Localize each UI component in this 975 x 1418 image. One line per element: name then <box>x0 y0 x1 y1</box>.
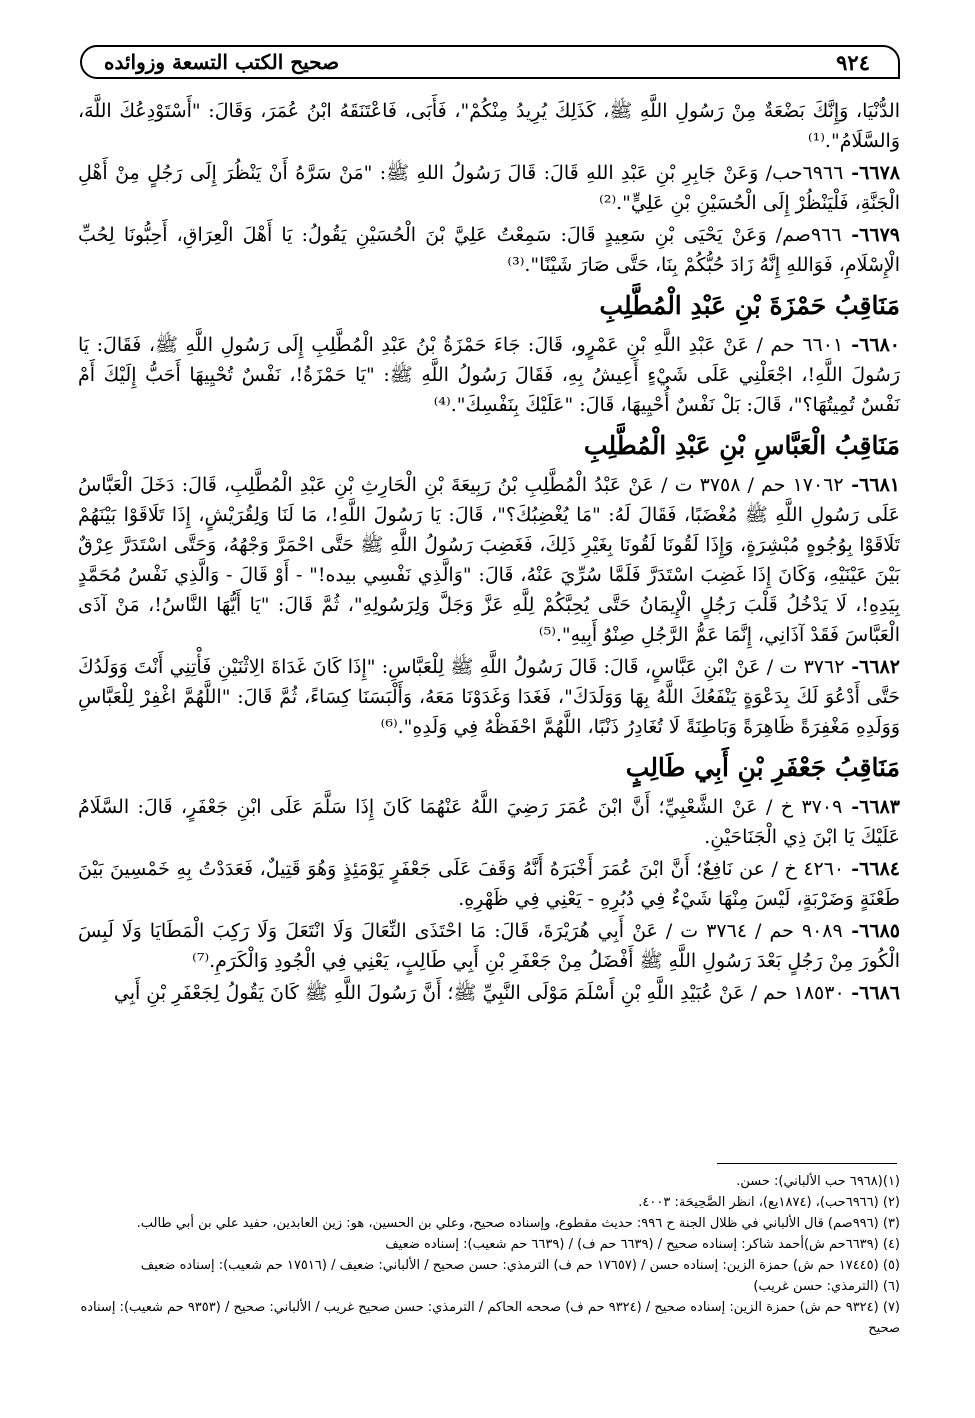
entry-number: ٦٦٨٠- <box>843 334 900 356</box>
entry-text: ٩٠٨٩ حم / ٣٧٦٤ ت / عَنْ أَبِي هُرَيْرَةَ، قَالَ: مَا احْتَذَى النِّعَالَ وَلَا انْتَعَلَ وَلَا رَكِبَ الْمَطَايَا وَلَا لَبِسَ الْكُورَ مِنْ رَجُلٍ بَعْدَ رَسُولِ اللَّهِ ﷺ أَفْضَلُ مِنْ جَعْفَرِ بْنِ أَبِي طَالِبٍ، يَعْنِي فِي الْجُودِ وَالْكَرَمِ.⁽⁷⁾ <box>78 920 900 972</box>
document-body <box>78 96 900 1010</box>
page-number: ٩٢٤ <box>836 50 870 75</box>
hadith-entry <box>78 792 900 852</box>
footnote: (٥) (١٧٤٤٥ حم ش) حمزة الزين: إسناده حسن / (١٧٦٥٧ حم ف) الترمذي: حسن صحيح / الألباني: ضعيف / (١٧٥١٦ حم شعيب): إسناده ضعيف <box>140 1258 900 1273</box>
hadith-entry <box>78 916 900 976</box>
entry-text: ١٨٥٣٠ حم / عَنْ عُبَيْدِ اللَّهِ بْنِ أَسْلَمَ مَوْلَى النَّبِيِّ ﷺ؛ أَنَّ رَسُولَ اللَّهِ ﷺ كَانَ يَقُولُ لِجَعْفَرِ بْنِ أَبِي <box>113 982 845 1004</box>
footnote: (٦) (الترمذي: حسن غريب) <box>753 1279 900 1294</box>
footnotes <box>78 1171 900 1339</box>
entry-text: ٣٧٠٩ خ / عَنْ الشَّعْبِيِّ؛ أَنَّ ابْنَ عُمَرَ رَضِيَ اللَّهُ عَنْهُمَا كَانَ إِذَا سَلَّمَ عَلَى ابْنِ جَعْفَرٍ، قَالَ: السَّلَامُ عَلَيْكَ يَا ابْنَ ذِي الْجَنَاحَيْنِ. <box>78 796 900 848</box>
section-heading: مَنَاقِبُ الْعَبَّاسِ بْنِ عَبْدِ الْمُطَّلِبِ <box>583 431 900 460</box>
hadith-entry <box>78 220 900 280</box>
hadith-entry <box>78 330 900 420</box>
entry-number: ٦٦٧٨- <box>843 162 900 184</box>
section-heading: مَنَاقِبُ حَمْزَةَ بْنِ عَبْدِ الْمُطَّلِبِ <box>599 291 900 320</box>
entry-text: ٤٢٦٠ خ / عن نَافِعٌ؛ أَنَّ ابْنَ عُمَرَ أَخْبَرَهُ أَنَّهُ وَقَفَ عَلَى جَعْفَرٍ يَوْمَئِذٍ وَهُوَ قَتِيلٌ، فَعَدَدْتُ بِهِ خَمْسِينَ بَيْنَ طَعْنَةٍ وَضَرْبَةٍ، لَيْسَ مِنْهَا شَيْءٌ فِي دُبُرِهِ - يَعْنِي فِي ظَهْرِهِ. <box>78 858 900 910</box>
footnote: (٢) (٦٩٦٦حب)، (١٨٧٤يع)، انظر الصَّحِيحَة: ٤٠٠٣. <box>638 1195 900 1210</box>
hadith-entry <box>78 470 900 650</box>
footnote-separator <box>717 1163 897 1164</box>
entry-number: ٦٦٨٣- <box>842 796 900 818</box>
footnote: (٤) (٦٦٣٩حم ش)أحمد شاكر: إسناده صحيح / (٦٦٣٩ حم ف) / (٦٦٣٩ حم شعيب): إسناده ضعيف <box>385 1237 900 1252</box>
text-paragraph <box>78 96 900 156</box>
entry-number: ٦٦٨١- <box>843 474 900 496</box>
page-header <box>80 45 900 79</box>
entry-text: ٦٦٠١ حم / عَنْ عَبْدِ اللَّهِ بْنِ عَمْرٍو، قَالَ: جَاءَ حَمْزَةُ بْنُ عَبْدِ الْمُطَّلِبِ إِلَى رَسُولِ اللَّهِ ﷺ، فَقَالَ: يَا رَسُولَ اللَّهِ!، اجْعَلْنِي عَلَى شَيْءٍ أَعِيشُ بِهِ، فَقَالَ رَسُولُ اللَّهِ ﷺ: "يَا حَمْزَةُ!، نَفْسٌ تُحْيِيهَا أَحَبُّ إِلَيْكَ أَمْ نَفْسٌ تُمِيتُهَا؟"، قَالَ: بَلْ نَفْسٌ أُحْيِيهَا، قَالَ: "عَلَيْكَ بِنَفْسِكَ".⁽⁴⁾ <box>78 334 900 416</box>
footnote: (٣) (٩٩٦صم) قال الألباني في ظلال الجنة ح ٩٩٦: حديث مقطوع، وإسناده صحيح، وعلي بن الحسين، هو: زين العابدين، حفيد علي بن أبي طالب. <box>136 1216 900 1231</box>
section-heading: مَنَاقِبُ جَعْفَرِ بْنِ أَبِي طَالِبٍ <box>625 753 900 782</box>
hadith-entry <box>78 978 900 1008</box>
footnote: (٧) (٩٣٢٤ حم ش) حمزة الزين: إسناده صحيح / (٩٣٢٤ حم ف) صححه الحاكم / الترمذي: حسن صحيح غريب / الألباني: صحيح / (٩٣٥٣ حم شعيب): إسناده صحيح <box>80 1300 900 1336</box>
entry-number: ٦٦٧٩- <box>841 224 900 246</box>
entry-number: ٦٦٨٤- <box>844 858 900 880</box>
entry-text: ٩٦٦صم/ وَعَنْ يَحْيَى بْنِ سَعِيدٍ قَالَ: سَمِعْتُ عَلِيَّ بْنَ الْحُسَيْنِ يَقُولُ: يَا أَهْلَ الْعِرَاقِ، أَحِبُّونَا لِحُبِّ الْإِسْلَامِ، فَوَاللهِ إِنَّهُ زَادَ حُبُّكُمْ بِنَا، حَتَّى صَارَ شَيْنًا".⁽³⁾ <box>78 224 900 276</box>
hadith-entry <box>78 158 900 218</box>
hadith-entry <box>78 652 900 742</box>
entry-number: ٦٦٨٢- <box>844 656 900 678</box>
entry-number: ٦٦٨٥- <box>842 920 900 942</box>
entry-text: الدُّنْيَا، وَإِنَّكَ بَضْعَةٌ مِنْ رَسُولِ اللَّهِ ﷺ، كَذَلِكَ يُرِيدُ مِنْكُمْ"، فَأَبَى، فَاعْتَنَقَهُ ابْنُ عُمَرَ، وَقَالَ: "أَسْتَوْدِعُكَ اللَّهَ، وَالسَّلَامُ".⁽¹⁾ <box>78 100 900 152</box>
entry-text: ١٧٠٦٢ حم / ٣٧٥٨ ت / عَنْ عَبْدُ الْمُطَّلِبِ بْنُ رَبِيعَةَ بْنِ الْحَارِثِ بْنِ عَبْدِ الْمُطَّلِبِ، قَالَ: دَخَلَ الْعَبَّاسُ عَلَى رَسُولِ اللَّهِ ﷺ مُغْضَبًا، فَقَالَ لَهُ: "مَا يُغْضِبُكَ؟"، قَالَ: يَا رَسُولَ اللَّهِ!، مَا لَنَا وَلِقُرَيْشٍ، إِذَا تَلَاقَوْا بَيْنَهُمْ تَلَاقَوْا بِوُجُوهٍ مُبْشِرَةٍ، وَإِذَا لَقُونَا لَقُونَا بِغَيْرِ ذَلِكَ، فَغَضِبَ رَسُولُ اللَّهِ ﷺ حَتَّى احْمَرَّ وَجْهُهُ، وَحَتَّى اسْتَدَرَّ عِرْقٌ بَيْنَ عَيْنَيْهِ، وَكَانَ إِذَا غَضِبَ اسْتَدَرَّ فَلَمَّا سُرِّيَ عَنْهُ، قَالَ: "وَالَّذِي نَفْسِي بيده!" - أَوْ قَالَ - وَالَّذِي نَفْسُ مُحَمَّدٍ بِيَدِهِ!، لَا يَدْخُلُ قَلْبَ رَجُلٍ الْإِيمَانُ حَتَّى يُحِبَّكُمْ لِلَّهِ عَزَّ وَجَلَّ وَلِرَسُولِهِ"، ثُمَّ قَالَ: "يَا أَيُّهَا النَّاسُ!، مَنْ آذَى الْعَبَّاسَ فَقَدْ آذَانِي، إِنَّمَا عَمُّ الرَّجُلِ صِنْوُ أَبِيهِ".⁽⁵⁾ <box>78 474 900 646</box>
hadith-entry <box>78 854 900 914</box>
footnote: (١)(٦٩٦٨ حب الألباني): حسن. <box>736 1174 900 1189</box>
entry-text: ٣٧٦٢ ت / عَنْ ابْنِ عَبَّاسٍ، قَالَ: قَالَ رَسُولُ اللَّهِ ﷺ لِلْعَبَّاسِ: "إِذَا كَانَ غَدَاةَ الِاثْنَيْنِ فَأْتِنِي أَنْتَ وَوَلَدُكَ حَتَّى أَدْعُوَ لَكَ بِدَعْوَةٍ يَنْفَعُكَ اللَّهُ بِهَا وَوَلَدَكَ"، فَغَدَا وَغَدَوْنَا مَعَهُ، وَأَلْبَسَنَا كِسَاءً، ثُمَّ قَالَ: "اللَّهُمَّ اغْفِرْ لِلْعَبَّاسِ وَوَلَدِهِ مَغْفِرَةً ظَاهِرَةً وَبَاطِنَةً لَا تُغَادِرُ ذَنْبًا، اللَّهُمَّ احْفَظْهُ فِي وَلَدِهِ".⁽⁶⁾ <box>78 656 900 738</box>
book-title: صحيح الكتب التسعة وزوائده <box>104 50 340 74</box>
entry-text: ٦٩٦٦حب/ وَعَنْ جَابِرِ بْنِ عَبْدِ اللهِ قَالَ: قَالَ رَسُولُ اللهِ ﷺ: "مَنْ سَرَّهُ أَنْ يَنْظُرَ إِلَى رَجُلٍ مِنْ أَهْلِ الْجَنَّةِ، فَلْيَنْظُرْ إِلَى الْحُسَيْنِ بْنِ عَلِيٍّ".⁽²⁾ <box>78 162 900 214</box>
entry-number: ٦٦٨٦- <box>844 982 900 1004</box>
